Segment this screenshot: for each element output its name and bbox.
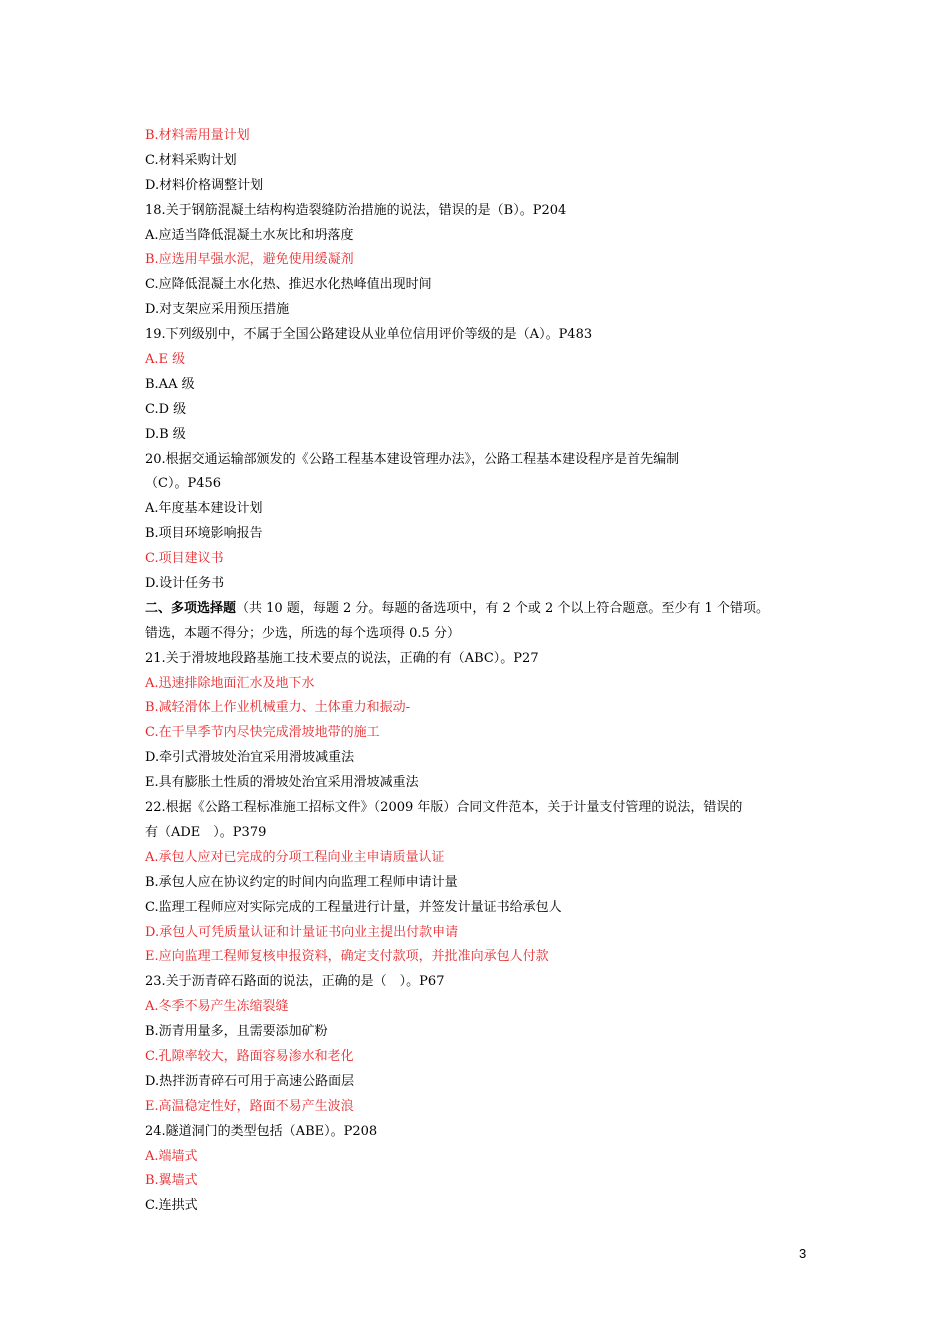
text-line: A.E 级 <box>145 352 186 368</box>
text-line: C.材料采购计划 <box>145 152 237 168</box>
text-line: 22.根据《公路工程标准施工招标文件》（2009 年版）合同文件范本，关于计量支付管理的说法，错误的 <box>145 800 743 816</box>
text-line: D.对支架应采用预压措施 <box>145 302 290 318</box>
text-line: E.高温稳定性好，路面不易产生波浪 <box>145 1098 354 1114</box>
text-line: D.承包人可凭质量认证和计量证书向业主提出付款申请 <box>145 924 459 940</box>
page-number: 3 <box>799 1246 807 1261</box>
text-line: D.B 级 <box>145 426 186 442</box>
text-line: 有（ADE ）。P379 <box>145 824 267 840</box>
text-line: D.设计任务书 <box>145 576 225 592</box>
document-body <box>145 124 807 1219</box>
question-block-1 <box>145 124 807 597</box>
text-line: C.在干旱季节内尽快完成滑坡地带的施工 <box>145 725 380 741</box>
text-line: 19.下列级别中，不属于全国公路建设从业单位信用评价等级的是（A）。P483 <box>145 327 593 343</box>
text-line: A.承包人应对已完成的分项工程向业主申请质量认证 <box>145 849 445 865</box>
text-line: C.D 级 <box>145 401 187 417</box>
text-line: D.热拌沥青碎石可用于高速公路面层 <box>145 1073 355 1089</box>
section-heading: 二、多项选择题 <box>145 600 237 616</box>
text-line: A.应适当降低混凝土水灰比和坍落度 <box>145 227 354 243</box>
text-line: C.应降低混凝土水化热、推迟水化热峰值出现时间 <box>145 277 432 293</box>
text-line: B.AA 级 <box>145 376 195 392</box>
text-line: A.端墙式 <box>145 1148 198 1164</box>
section-heading-line <box>145 597 807 622</box>
question-block-2 <box>145 647 807 1219</box>
text-line: 20.根据交通运输部颁发的《公路工程基本建设管理办法》，公路工程基本建设程序是首先编制 <box>145 451 680 467</box>
text-line: D.牵引式滑坡处治宜采用滑坡减重法 <box>145 750 355 766</box>
text-line: B.项目环境影响报告 <box>145 526 263 542</box>
text-line: B.减轻滑体上作业机械重力、土体重力和振动- <box>145 700 411 716</box>
text-line: C.项目建议书 <box>145 551 224 567</box>
text-line: 24.隧道洞门的类型包括（ABE）。P208 <box>145 1123 378 1139</box>
section-instructions: （共 10 题，每题 2 分。每题的备选项中，有 2 个或 2 个以上符合题意。至少有 1 个错项。 <box>236 600 769 616</box>
text-line: D.材料价格调整计划 <box>145 177 264 193</box>
text-line: A.迅速排除地面汇水及地下水 <box>145 675 315 691</box>
text-line: 23.关于沥青碎石路面的说法，正确的是（ ）。P67 <box>145 974 445 990</box>
text-line: B.沥青用量多，且需要添加矿粉 <box>145 1024 328 1040</box>
text-line: A.年度基本建设计划 <box>145 501 263 517</box>
text-line: 21.关于滑坡地段路基施工技术要点的说法，正确的有（ABC）。P27 <box>145 650 539 666</box>
section-instructions-line-2: 错选，本题不得分；少选，所选的每个选项得 0.5 分） <box>145 625 460 641</box>
text-line: C.监理工程师应对实际完成的工程量进行计量，并签发计量证书给承包人 <box>145 899 562 915</box>
text-line: B.翼墙式 <box>145 1173 198 1189</box>
text-line: A.冬季不易产生冻缩裂缝 <box>145 999 289 1015</box>
text-line: B.材料需用量计划 <box>145 128 250 143</box>
text-line: E.具有膨胀土性质的滑坡处治宜采用滑坡减重法 <box>145 775 419 791</box>
text-line: B.应选用早强水泥，避免使用缓凝剂 <box>145 252 354 268</box>
text-line: （C）。P456 <box>145 476 222 492</box>
text-line: E.应向监理工程师复核申报资料，确定支付款项，并批准向承包人付款 <box>145 949 549 965</box>
text-line: C.孔隙率较大，路面容易渗水和老化 <box>145 1048 354 1064</box>
text-line: C.连拱式 <box>145 1198 198 1214</box>
text-line: 18.关于钢筋混凝土结构构造裂缝防治措施的说法，错误的是（B）。P204 <box>145 202 567 218</box>
text-line: B.承包人应在协议约定的时间内向监理工程师申请计量 <box>145 874 458 890</box>
